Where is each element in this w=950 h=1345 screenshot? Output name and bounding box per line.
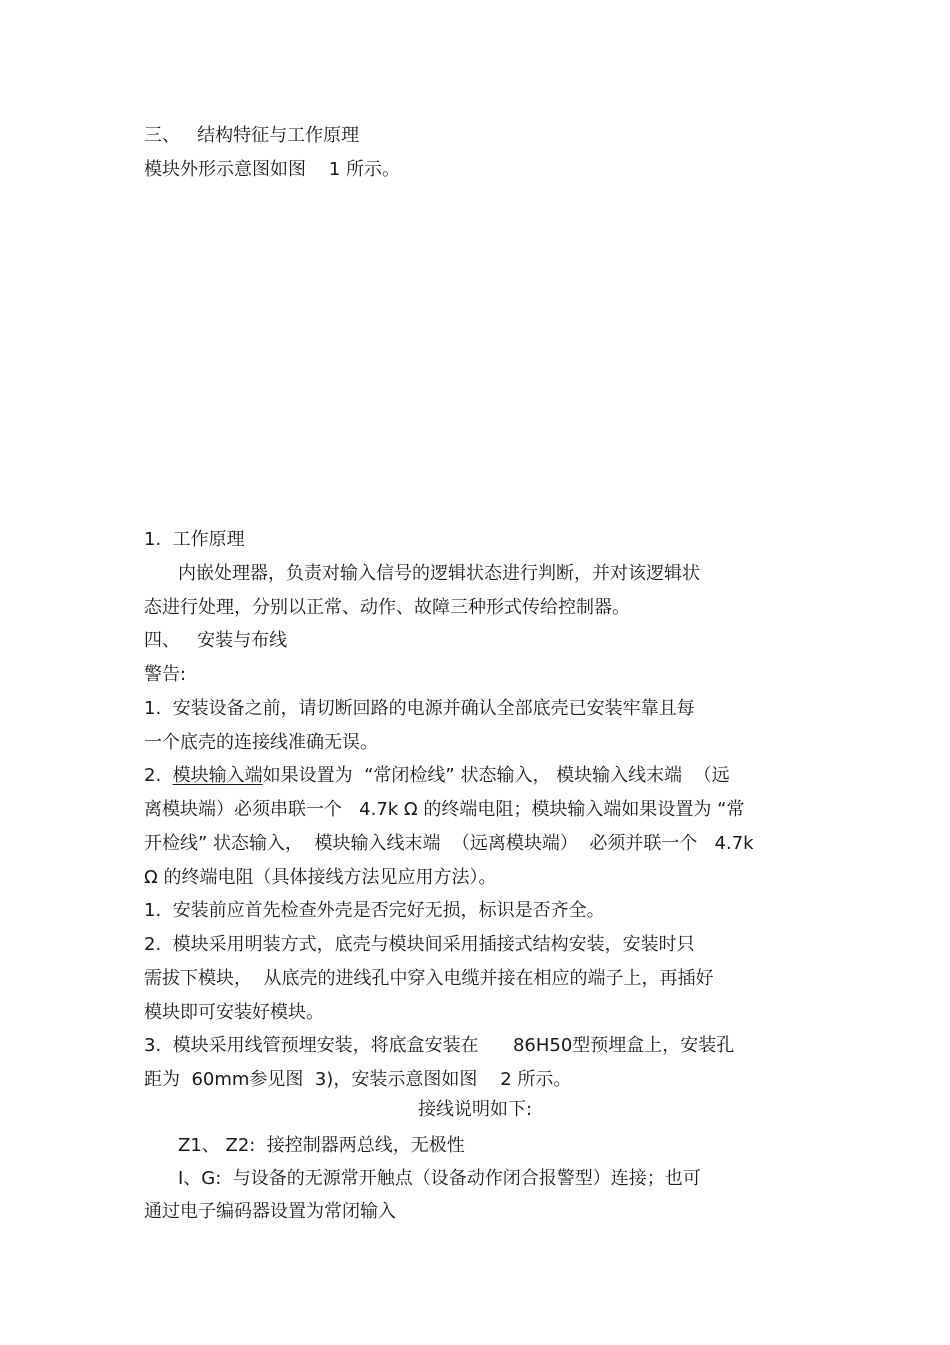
section4-heading: 四、 安装与布线 [144, 630, 288, 651]
install-step-2: 2. 模块采用明装方式，底壳与模块间采用插接式结构安装，安装时只 [144, 934, 695, 955]
section3-heading: 三、 结构特征与工作原理 [144, 125, 360, 146]
warning-item-1: 1. 安装设备之前，请切断回路的电源并确认全部底壳已安装牢靠且每 [144, 698, 695, 719]
install-step-3: 3. 模块采用线管预埋安装，将底盒安装在 86H50型预埋盒上，安装孔 [144, 1035, 735, 1056]
warning-item-2-text: 如果设置为 “常闭检线” 状态输入， 模块输入线末端 （远 [262, 765, 730, 786]
install-step-2-cont: 模块即可安装好模块。 [144, 1002, 324, 1023]
wiring-z-terminals: Z1、 Z2: 接控制器两总线，无极性 [178, 1135, 465, 1156]
principle-heading: 1. 工作原理 [144, 529, 245, 550]
warning-label: 警告: [144, 664, 187, 685]
section3-intro: 模块外形示意图如图 1 所示。 [144, 159, 401, 180]
principle-paragraph-line: 内嵌处理器，负责对输入信号的逻辑状态进行判断，并对该逻辑状 [178, 563, 700, 584]
principle-paragraph-line: 态进行处理，分别以正常、动作、故障三种形式传给控制器。 [144, 597, 630, 618]
install-step-1: 1. 安装前应首先检查外壳是否完好无损，标识是否齐全。 [144, 900, 605, 921]
install-step-2-cont: 需拔下模块， 从底壳的进线孔中穿入电缆并接在相应的端子上，再插好 [144, 968, 714, 989]
warning-item-2-cont: Ω 的终端电阻（具体接线方法见应用方法）。 [144, 867, 497, 888]
underlined-term: 模块输入端 [172, 765, 263, 786]
warning-item-2 [144, 764, 730, 788]
wiring-ig-terminals: I、G: 与设备的无源常开触点（设备动作闭合报警型）连接；也可 [178, 1168, 701, 1189]
install-step-3-cont: 距为 60mm参见图 3)，安装示意图如图 2 所示。 [144, 1069, 572, 1090]
warning-item-2-cont: 离模块端）必须串联一个 4.7k Ω 的终端电阻；模块输入端如果设置为 “常 [144, 799, 745, 820]
wiring-ig-terminals-cont: 通过电子编码器设置为常闭输入 [144, 1201, 396, 1222]
warning-item-2-number: 2. [144, 765, 173, 786]
wiring-heading: 接线说明如下: [417, 1099, 533, 1120]
warning-item-1-cont: 一个底壳的连接线准确无误。 [144, 732, 378, 753]
warning-item-2-cont: 开检线” 状态输入， 模块输入线末端 （远离模块端） 必须并联一个 4.7k [144, 833, 754, 854]
